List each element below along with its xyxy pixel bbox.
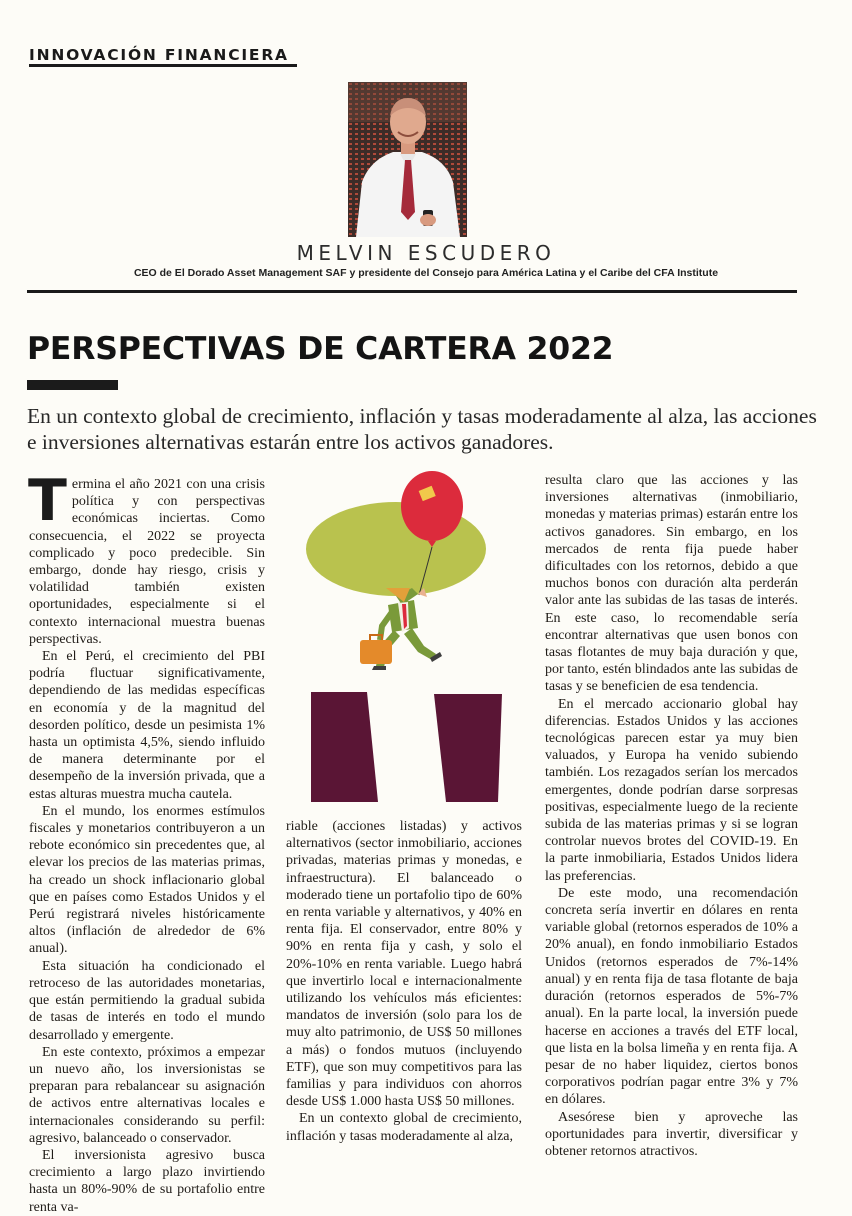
balloon-illustration bbox=[296, 470, 528, 810]
paragraph: Termina el año 2021 con una crisis política y con perspectivas económicas inciertas. Como consecuencia, el 2022 se proyecta complicado y poco predecible. Sin embargo, donde hay riesgo, crisis y volatilidad también existen oportunidades, especialmente si el contexto internacional muestra buenas perspectivas. bbox=[28, 468, 265, 647]
paragraph: De este modo, una recomendación concreta sería invertir en dólares en renta variable global (retornos esperados de 10% a 20% anual), en fondo inmobiliario Estados Unidos (retornos esperados de 7%-14% anual) y en renta fija de tasa flotante de baja duración (retornos esperados de 5%-7% anual). En la parte local, la inversión puede hacerse en acciones a través del ETF local, que lista en la bolsa limeña y en renta fija. A pesar de no haber liquidez, ciertos bonos corporativos podrían pagar entre 3% y 7% en dólares. bbox=[545, 885, 798, 1108]
section-underline bbox=[29, 64, 297, 67]
paragraph: Esta situación ha condicionado el retroceso de las autoridades monetarias, que están permitiendo la gradual subida de tasas de interés en todo el mundo desarrollado y emergente. bbox=[29, 958, 265, 1043]
column-3 bbox=[545, 472, 798, 1160]
author-photo bbox=[348, 82, 467, 237]
paragraph: Asesórese bien y aproveche las oportunidades para invertir, diversificar y obtener retornos atractivos. bbox=[545, 1109, 798, 1159]
article-headline: PERSPECTIVAS DE CARTERA 2022 bbox=[27, 331, 614, 367]
paragraph: El inversionista agresivo busca crecimiento a largo plazo invirtiendo hasta un 80%-90% de su portafolio entre renta va- bbox=[29, 1147, 265, 1215]
paragraph: resulta claro que las acciones y las inversiones alternativas (inmobiliario, monedas y materias primas) estarán entre los activos ganadores. Sin embargo, en los mercados de renta fija puede haber dificultades con los retornos, debido a que muchos bonos con duración alta perderán valor ante las subidas de las tasas de interés. En este caso, lo recomendable sería encontrar alternativas que usen bonos con tasas flotantes de muy baja duración y que, por tanto, estén blindados ante las subidas de tasas y se beneficien de esa tendencia. bbox=[545, 473, 798, 695]
author-name: MELVIN ESCUDERO bbox=[296, 241, 556, 265]
paragraph: En un contexto global de crecimiento, inflación y tasas moderadamente al alza, bbox=[286, 1111, 522, 1144]
headline-bar bbox=[27, 380, 118, 390]
section-label: INNOVACIÓN FINANCIERA bbox=[29, 46, 289, 64]
author-role: CEO de El Dorado Asset Management SAF y presidente del Consejo para América Latina y el Caribe del CFA Institute bbox=[133, 267, 719, 279]
drop-cap: T bbox=[28, 468, 67, 534]
paragraph: En el mundo, los enormes estímulos fiscales y monetarios contribuyeron a un rebote económico sin precedentes que, al elevar los precios de las materias primas, ha creado un shock inflacionario global que en países como Estados Unidos y el Perú registrará niveles históricamente altos (inflación de alrededor de 6% anual). bbox=[29, 803, 265, 957]
header-divider bbox=[27, 290, 797, 293]
column-1 bbox=[28, 468, 265, 1216]
paragraph: En este contexto, próximos a empezar un nuevo año, los inversionistas se preparan para rebalancear su asignación de activos entre alternativas locales e internacionales considerando su perfil: agresivo, balanceado o conservador. bbox=[29, 1044, 265, 1146]
paragraph: En el mercado accionario global hay diferencias. Estados Unidos y las acciones tecnológicas parecen estar ya muy bien valuados, y Europa ha venido subiendo también. Los rezagados serían los mercados emergentes, donde podrían darse sorpresas positivas, especialmente luego de la reciente subida de las materias primas y si se logran controlar nuevos brotes del COVID-19. En la parte inmobiliaria, Estados Unidos lidera las preferencias. bbox=[545, 696, 798, 884]
column-2 bbox=[286, 818, 522, 1145]
paragraph: riable (acciones listadas) y activos alternativos (sector inmobiliario, acciones privadas, materias primas y monedas, e infraestructura). El balanceado o moderado tiene un portafolio tipo de 60% en renta variable y alternativos, y 40% en renta fija. El conservador, entre 80% y 90% en renta fija y cash, y solo el 20%-10% en renta variable. Luego habrá que invertirlo local e internacionalmente utilizando los vehículos más eficientes: mandatos de inversión (solo para los de muy alto patrimonio, de US$ 50 millones a más) o fondos mutuos (incluyendo ETF), que son muy competitivos para las familias y para individuos con ahorros desde US$ 1.000 hasta US$ 50 millones. bbox=[286, 819, 522, 1110]
paragraph: En el Perú, el crecimiento del PBI podría fluctuar significativamente, dependiendo de las medidas específicas en economía y de la magnitud del desorden político, desde un pesimista 1% hasta un optimista 4,5%, siendo influido de manera determinante por el desempeño de la inversión privada, que a estas alturas muestra mucha cautela. bbox=[29, 649, 265, 802]
article-subtitle: En un contexto global de crecimiento, inflación y tasas moderadamente al alza, las acciones e inversiones alternativas estarán entre los activos ganadores. bbox=[27, 404, 817, 454]
